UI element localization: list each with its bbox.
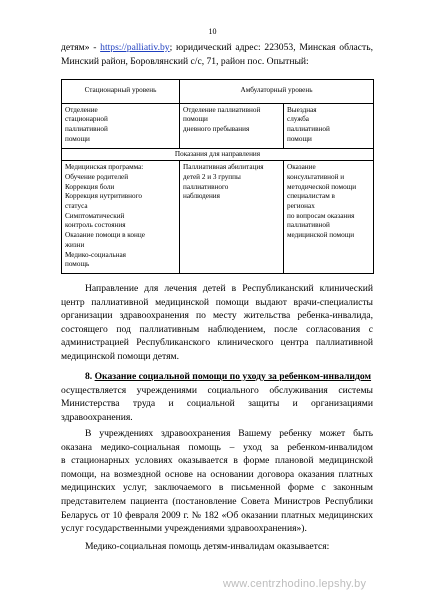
cell-line: контроль состояния bbox=[65, 221, 126, 230]
paragraph-line: Беларусь от 10 февраля 2009 г. № 182 «Об оказании платных медицинских bbox=[61, 509, 373, 521]
cell-inpatient-unit bbox=[62, 103, 180, 148]
cell-line: Паллиативная абилитация bbox=[183, 163, 264, 172]
cell-line: жизни bbox=[65, 240, 85, 249]
table-indications-row bbox=[62, 148, 374, 161]
cell-line: статуса bbox=[65, 202, 88, 211]
cell-line: наблюдения bbox=[183, 192, 220, 201]
cell-line: паллиативной bbox=[287, 125, 330, 134]
cell-line: методической помощи bbox=[287, 182, 357, 191]
header-inpatient: Стационарный уровень bbox=[62, 80, 180, 104]
paragraph-line: состоящего под паллиативным наблюдением, после согласования с bbox=[61, 323, 373, 335]
paragraph-line: Министерства труда и социальной защиты и организациями bbox=[61, 398, 373, 410]
cell-line: детей 2 и 3 группы bbox=[183, 172, 241, 181]
paragraph-line: центр паллиативной медицинской помощи выдают врачи-специалисты bbox=[61, 296, 373, 308]
cell-line: дневного пребывания bbox=[183, 125, 250, 134]
palliativ-link[interactable]: https://palliativ.by bbox=[100, 42, 170, 53]
indications-label: Показания для направления bbox=[62, 148, 374, 161]
cell-line: по вопросам оказания bbox=[287, 211, 355, 220]
cell-consultative-help bbox=[284, 161, 374, 274]
cell-line: паллиативной bbox=[65, 125, 108, 134]
paragraph-line: медицинских услуг, заключаемого в письменной форме с законным bbox=[61, 482, 373, 494]
cell-line: Медико-социальная bbox=[65, 250, 126, 259]
section-8-number: 8. bbox=[85, 371, 95, 382]
institutions-paragraph bbox=[61, 427, 373, 536]
paragraph-line: помощи, на возмездной основе на основании договора оказания платных bbox=[61, 468, 373, 480]
intro-line-2: Минский район, Боровлянский с/с, 71, район пос. Опытный: bbox=[61, 55, 309, 67]
paragraph-line: Медико-социальная помощь детям-инвалидам оказывается: bbox=[85, 541, 330, 552]
cell-line: помощи bbox=[65, 134, 90, 143]
cell-line: регионах bbox=[287, 202, 315, 211]
cell-line: помощи bbox=[287, 134, 312, 143]
paragraph-line: в стационарных условиях оказывается в форме плановой медицинской bbox=[61, 455, 373, 467]
page-number: 10 bbox=[208, 27, 217, 36]
cell-line: Оказание bbox=[287, 163, 316, 172]
table-row-indications bbox=[62, 161, 374, 274]
intro-address: ; юридический адрес: 223053, Минская область, bbox=[169, 42, 373, 53]
cell-line: Обучение родителей bbox=[65, 172, 129, 181]
cell-day-unit bbox=[180, 103, 284, 148]
intro-prefix: детям» - bbox=[61, 42, 101, 53]
header-outpatient: Амбулаторный уровень bbox=[180, 80, 374, 104]
cell-line: Симптоматический bbox=[65, 211, 125, 220]
section-8 bbox=[61, 370, 373, 424]
table-header-row bbox=[62, 80, 374, 104]
cell-line: Коррекция нутритивного bbox=[65, 192, 142, 201]
intro-paragraph bbox=[61, 41, 373, 68]
cell-line: стационарной bbox=[65, 115, 108, 124]
cell-line: служба bbox=[287, 115, 309, 124]
cell-line: Выездная bbox=[287, 105, 317, 114]
cell-line: Отделение bbox=[65, 105, 98, 114]
cell-habilitation bbox=[180, 161, 284, 274]
care-levels-table bbox=[61, 79, 374, 274]
paragraph-line: В учреждениях здравоохранения Вашему ребенку может быть bbox=[85, 428, 373, 439]
cell-line: консультативной и bbox=[287, 172, 345, 181]
paragraph-line: здравоохранения. bbox=[61, 411, 133, 423]
site-watermark: www.centrzhodino.lepshy.by bbox=[223, 578, 367, 590]
paragraph-line: организации здравоохранения по месту жительства ребенка-инвалида, bbox=[61, 310, 373, 322]
cell-medical-program bbox=[62, 161, 180, 274]
cell-line: Коррекция боли bbox=[65, 182, 115, 191]
cell-line: специалистам в bbox=[287, 192, 335, 201]
last-paragraph bbox=[61, 540, 373, 554]
paragraph-line: администрацией Республиканского клинического центра паллиативной bbox=[61, 337, 373, 349]
section-8-heading bbox=[61, 370, 373, 384]
cell-mobile-service bbox=[284, 103, 374, 148]
section-8-title: Оказание социальной помощи по уходу за ребенком-инвалидом bbox=[94, 371, 372, 382]
cell-line: Оказание помощи в конце bbox=[65, 231, 145, 240]
paragraph-line: представителем пациента (постановление Совета Министров Республики bbox=[61, 495, 373, 507]
cell-line: Отделение паллиативной bbox=[183, 105, 261, 114]
paragraph-line: услуг государственными учреждениями здравоохранения»). bbox=[61, 523, 307, 535]
referral-paragraph bbox=[61, 282, 373, 364]
cell-line: помощи bbox=[183, 115, 208, 124]
cell-line: Медицинская программа: bbox=[65, 163, 144, 172]
paragraph-line: осуществляется учреждениями социального обслуживания системы bbox=[61, 384, 373, 396]
cell-line: медицинской помощи bbox=[287, 231, 355, 240]
cell-line: паллиативной bbox=[287, 221, 330, 230]
paragraph-line: медицинской помощи детям. bbox=[61, 350, 180, 362]
cell-line: паллиативного bbox=[183, 182, 229, 191]
paragraph-line: Направление для лечения детей в Республиканский клинический bbox=[85, 283, 373, 294]
table-row-units bbox=[62, 103, 374, 148]
paragraph-line: оказана медико-социальная помощь – уход за ребенком-инвалидом bbox=[61, 441, 373, 453]
cell-line: помощь bbox=[65, 260, 90, 269]
